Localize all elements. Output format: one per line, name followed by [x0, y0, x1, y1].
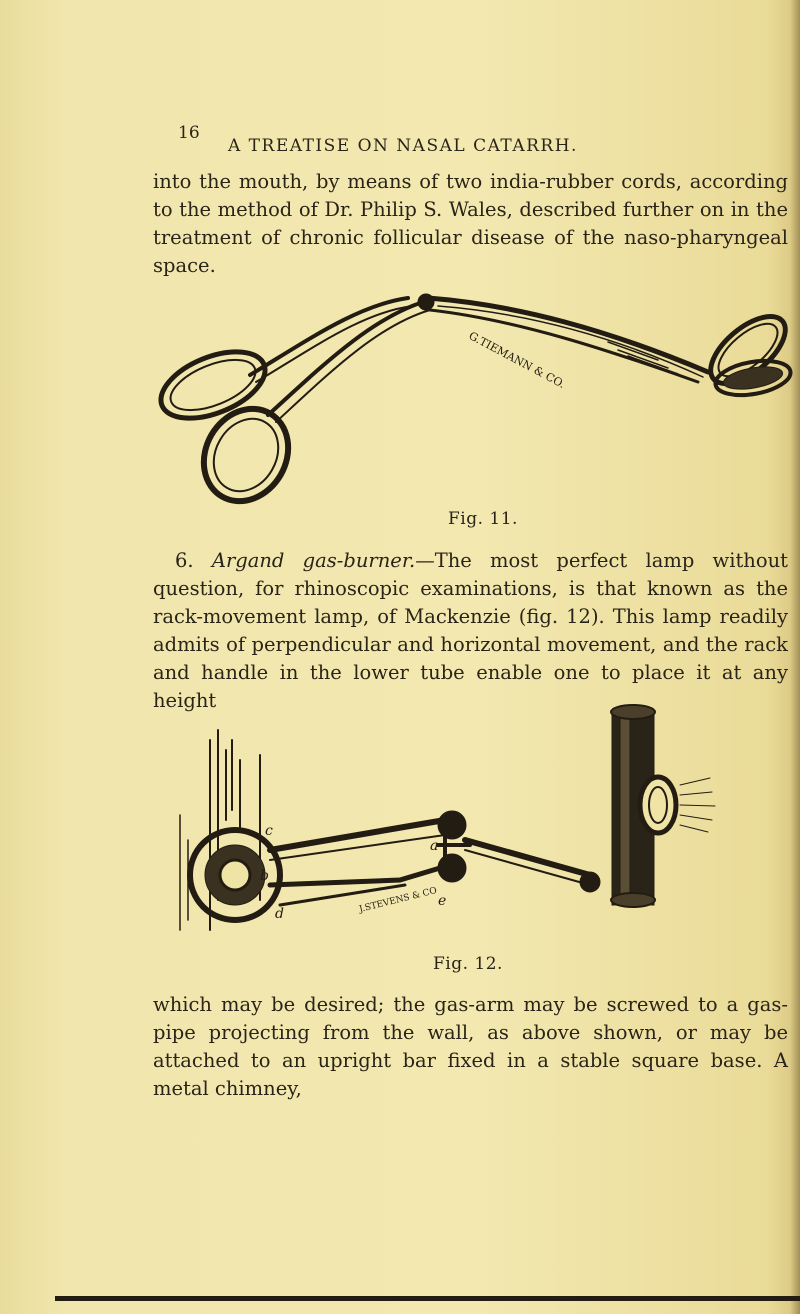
page-edge-shadow [790, 0, 800, 1314]
figure-11-forceps [138, 280, 798, 505]
paragraph-1 [153, 168, 788, 280]
figure-12-label-d: d [275, 906, 284, 922]
figure-11-maker-mark: G.TIEMANN & CO. [466, 329, 568, 391]
figure-12-label-b: b [260, 868, 269, 884]
figure-12-label-a: a [430, 838, 439, 854]
paragraph-2-heading: Argand gas-burner. [211, 549, 416, 572]
paragraph-2-number: 6. [175, 549, 194, 572]
figure-11-caption: Fig. 11. [448, 509, 518, 529]
figure-12-label-e: e [438, 893, 447, 909]
figure-12-caption: Fig. 12. [433, 954, 503, 974]
page-number: 16 [178, 123, 200, 143]
figure-12-label-c: c [265, 823, 273, 839]
paragraph-2 [153, 547, 788, 715]
paragraph-3-text: which may be desired; the gas-arm may be screwed to a gas-pipe projecting from the wall, as above shown, or may be attached to an upright bar fixed in a stable square base. A metal chimney, [153, 993, 788, 1100]
figure-12-maker-mark: J.STEVENS & CO [358, 885, 438, 915]
running-title: A TREATISE ON NASAL CATARRH. [228, 136, 578, 156]
paragraph-3 [153, 991, 788, 1103]
bottom-rule [55, 1296, 800, 1301]
paragraph-2-text: —The most perfect lamp without question, for rhinoscopic examinations, is that known as the rack-movement lamp, of Mackenzie (fig. 12). This lamp readily admits of perpendicular and horizontal movement, and the rack and handle in the lower tube enable one to place it at any height [153, 549, 788, 712]
paragraph-1-text: into the mouth, by means of two india-rubber cords, according to the method of Dr. Philip S. Wales, described further on in the treatment of chronic follicular disease of the naso-pharyngeal space. [153, 170, 788, 277]
figure-12-lamp [160, 700, 720, 950]
